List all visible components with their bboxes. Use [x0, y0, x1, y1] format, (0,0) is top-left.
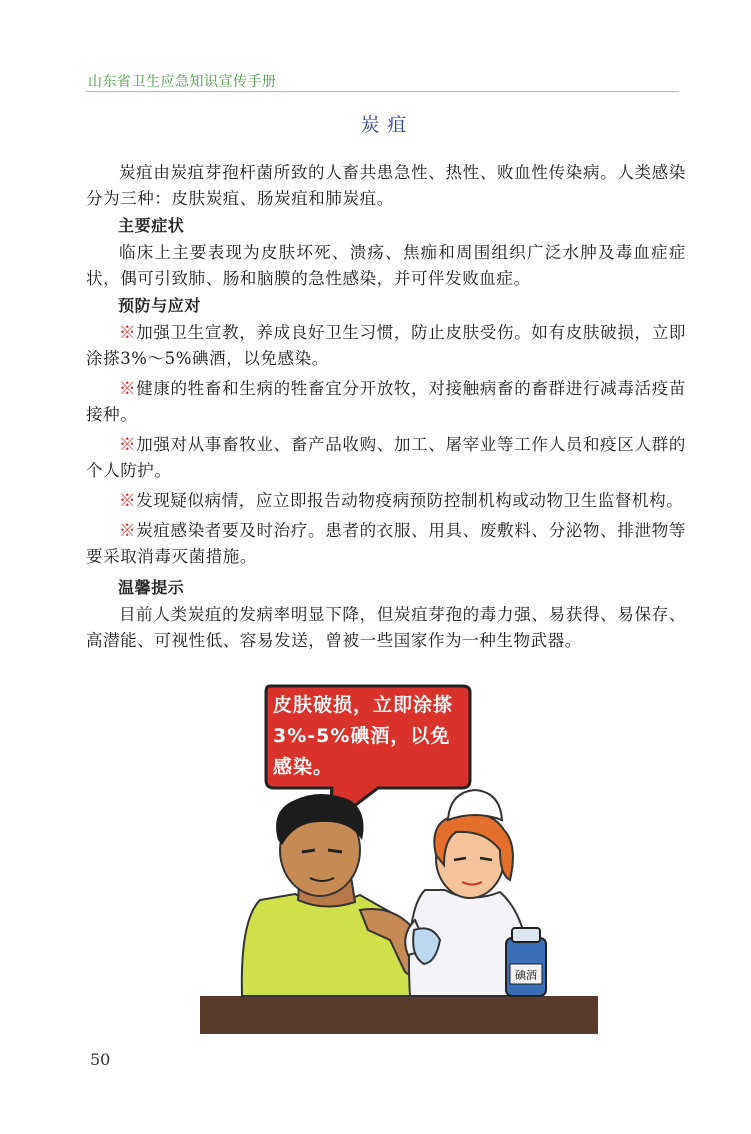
tips-heading: 温馨提示: [118, 578, 185, 597]
counter-shape: [200, 996, 598, 1034]
bullet-mark: ※: [119, 323, 137, 342]
bullet-mark: ※: [119, 491, 137, 510]
intro-paragraph: 炭疽由炭疽芽孢杆菌所致的人畜共患急性、热性、败血性传染病。人类感染分为三种：皮肤炭疽、肠炭疽和肺炭疽。: [86, 163, 686, 208]
speech-bubble-text: 皮肤破损，立即涂搽3%-5%碘酒，以免感染。: [273, 694, 454, 778]
prevention-item: [86, 376, 686, 428]
bullet-mark: ※: [119, 379, 137, 398]
prevention-item: [86, 432, 686, 484]
bottle-label-text: 碘酒: [515, 969, 537, 982]
bullet-mark: ※: [119, 521, 137, 540]
prevention-item-text: 健康的牲畜和生病的牲畜宜分开放牧，对接触病畜的畜群进行减毒活疫苗接种。: [86, 379, 686, 424]
prevention-item: [86, 518, 686, 570]
prevention-item-text: 发现疑似病情，应立即报告动物疫病预防控制机构或动物卫生监督机构。: [136, 491, 684, 510]
article-body: [86, 160, 686, 654]
page-number: 50: [90, 1050, 111, 1069]
prevention-item-text: 炭疽感染者要及时治疗。患者的衣服、用具、废敷料、分泌物、排泄物等要采取消毒灭菌措施。: [86, 521, 686, 566]
tips-paragraph: 目前人类炭疽的发病率明显下降，但炭疽芽孢的毒力强、易获得、易保存、高潜能、可视性低、容易发送，曾被一些国家作为一种生物武器。: [86, 605, 686, 650]
prevention-item: [86, 320, 686, 372]
prevention-heading: 预防与应对: [118, 296, 202, 315]
man-shirt: [242, 894, 410, 996]
nurse-cap: [448, 790, 502, 820]
prevention-item-text: 加强卫生宣教，养成良好卫生习惯，防止皮肤受伤。如有皮肤破损，立即涂搽3%～5%碘酒，以免感染。: [86, 323, 686, 368]
symptoms-heading: 主要症状: [118, 216, 185, 235]
header-title: 山东省卫生应急知识宣传手册: [88, 74, 277, 90]
symptoms-paragraph: 临床上主要表现为皮肤坏死、溃疡、焦痂和周围组织广泛水肿及毒血症症状，偶可引致肺、肠和脑膜的急性感染，并可伴发败血症。: [86, 243, 686, 288]
bullet-mark: ※: [119, 435, 137, 454]
bottle-cap: [512, 928, 540, 942]
header-rule: [86, 91, 679, 92]
page-title: 炭疽: [360, 114, 415, 136]
prevention-item-text: 加强对从事畜牧业、畜产品收购、加工、屠宰业等工作人员和疫区人群的个人防护。: [86, 435, 686, 480]
prevention-item: [86, 488, 686, 514]
